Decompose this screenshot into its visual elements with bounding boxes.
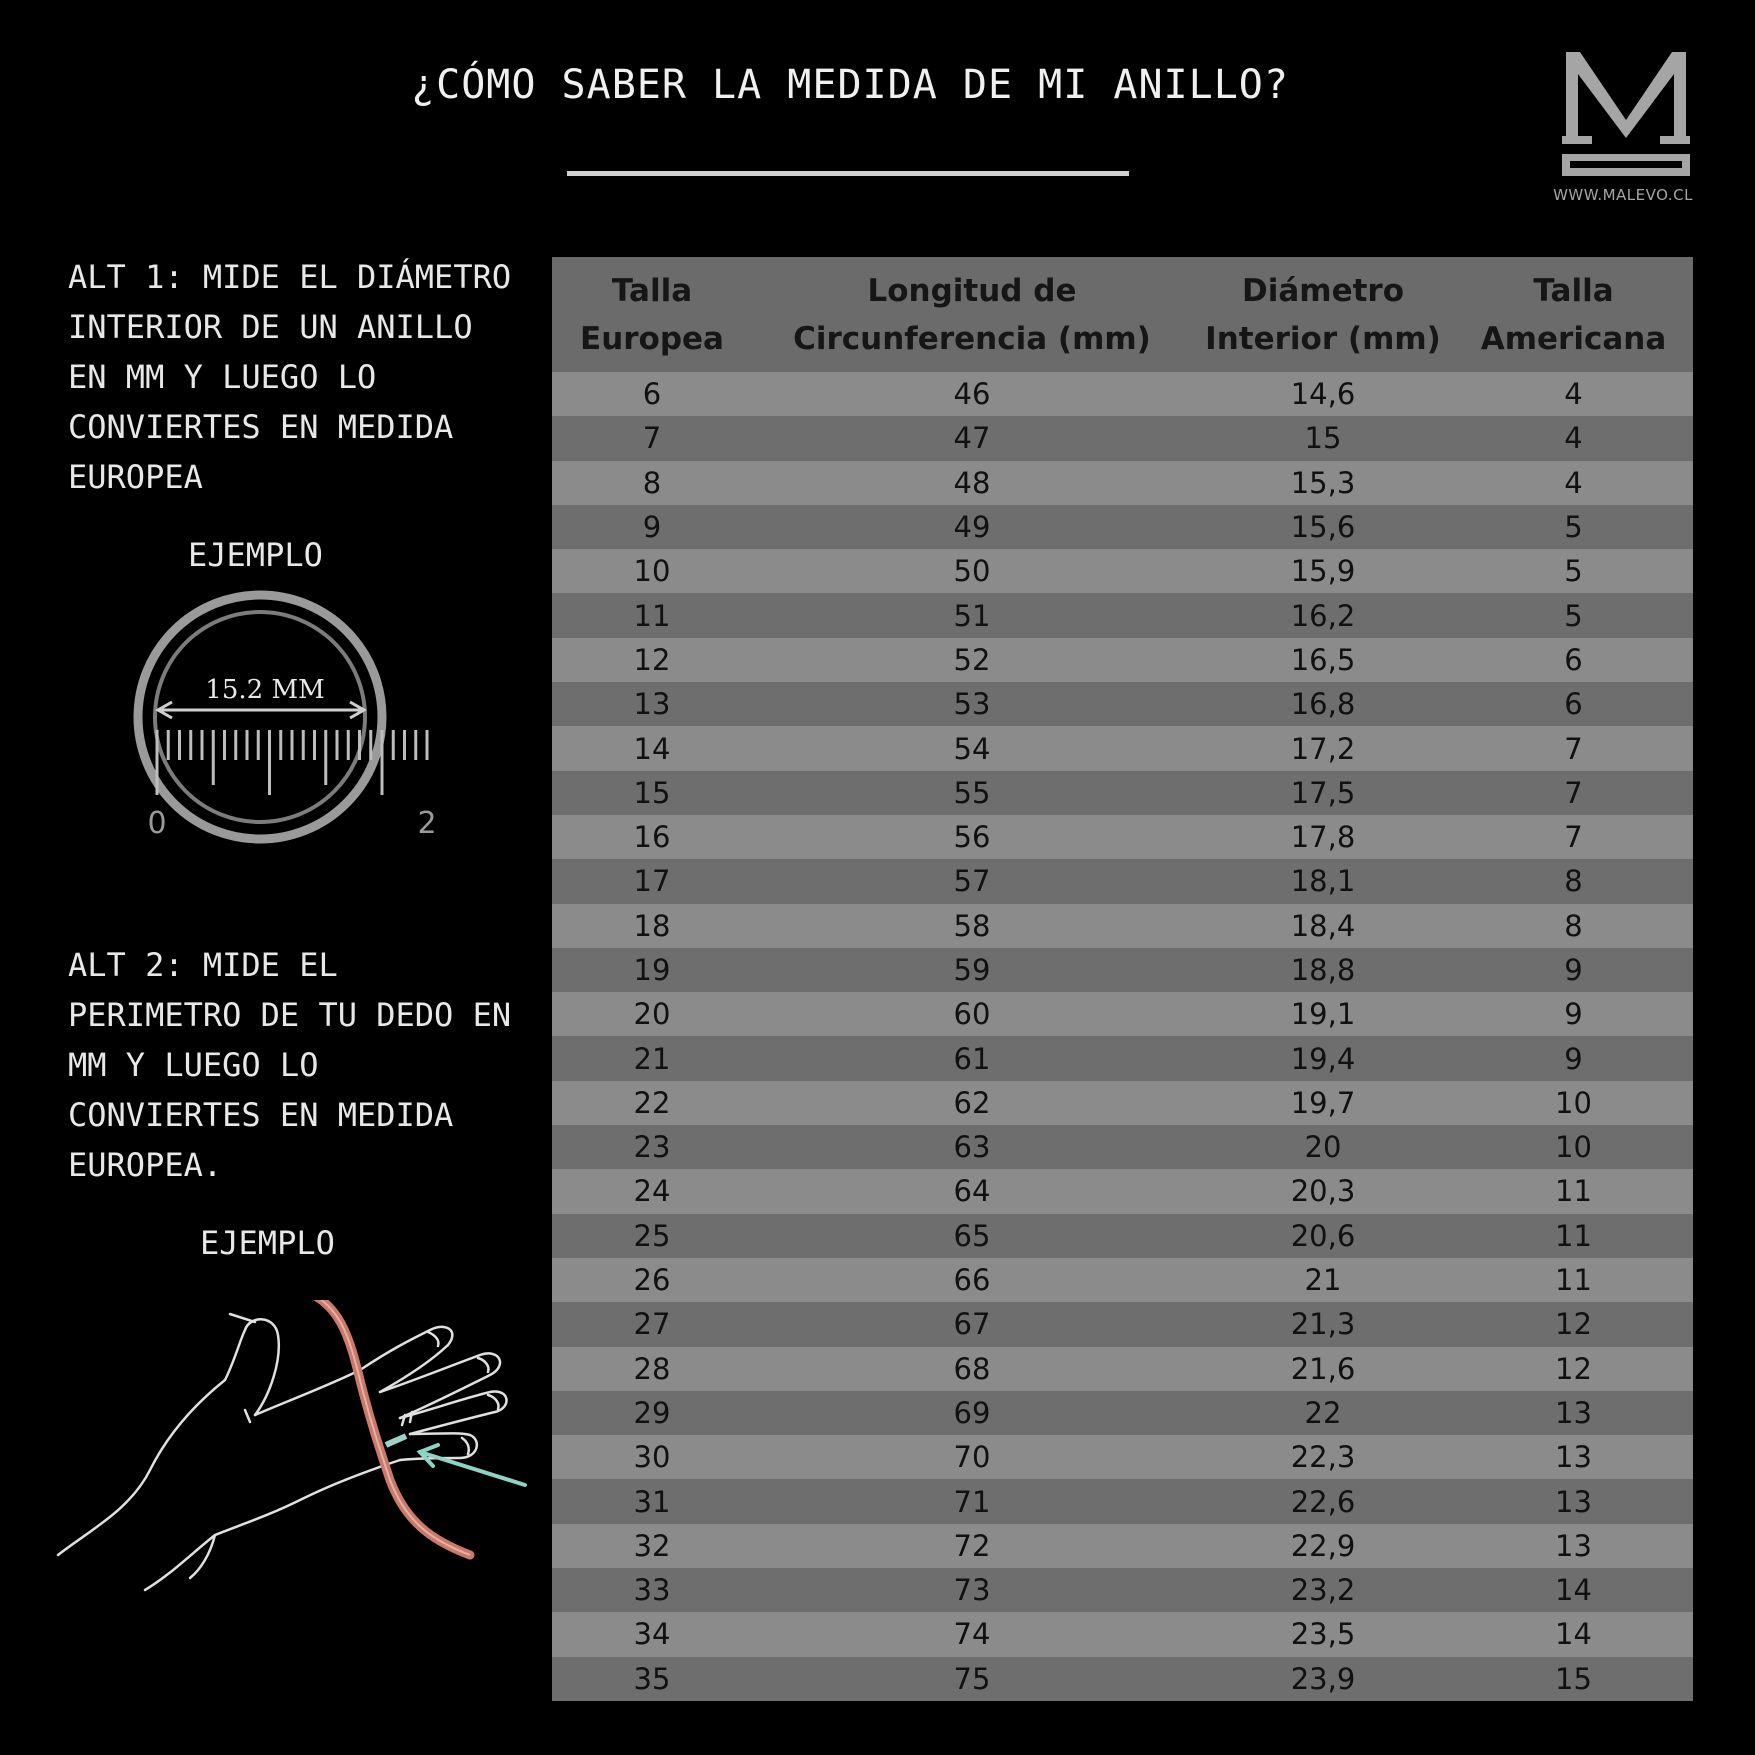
cell-talla-americana: 10 bbox=[1454, 1125, 1693, 1169]
header-talla-europea: Talla Europea bbox=[552, 257, 752, 372]
cell-talla-americana: 13 bbox=[1454, 1479, 1693, 1523]
table-row bbox=[552, 1214, 1693, 1258]
cell-circunferencia: 53 bbox=[752, 682, 1192, 726]
hand-measure-illustration bbox=[50, 1300, 540, 1660]
table-row bbox=[552, 859, 1693, 903]
table-row bbox=[552, 1125, 1693, 1169]
cell-circunferencia: 73 bbox=[752, 1568, 1192, 1612]
cell-talla-americana: 14 bbox=[1454, 1612, 1693, 1656]
scale-start-label: 0 bbox=[147, 806, 167, 841]
cell-diametro-interior: 20,6 bbox=[1192, 1214, 1454, 1258]
cell-talla-americana: 6 bbox=[1454, 638, 1693, 682]
ring-measure-illustration bbox=[120, 580, 450, 850]
table-row bbox=[552, 1657, 1693, 1701]
table-row bbox=[552, 992, 1693, 1036]
cell-circunferencia: 69 bbox=[752, 1391, 1192, 1435]
cell-diametro-interior: 20,3 bbox=[1192, 1169, 1454, 1213]
cell-circunferencia: 74 bbox=[752, 1612, 1192, 1656]
cell-circunferencia: 60 bbox=[752, 992, 1192, 1036]
table-row bbox=[552, 638, 1693, 682]
cell-diametro-interior: 22,6 bbox=[1192, 1479, 1454, 1523]
cell-diametro-interior: 23,9 bbox=[1192, 1657, 1454, 1701]
cell-circunferencia: 65 bbox=[752, 1214, 1192, 1258]
cell-talla-europea: 19 bbox=[552, 948, 752, 992]
table-row bbox=[552, 1479, 1693, 1523]
table-row bbox=[552, 726, 1693, 770]
cell-circunferencia: 50 bbox=[752, 549, 1192, 593]
cell-talla-europea: 20 bbox=[552, 992, 752, 1036]
cell-circunferencia: 47 bbox=[752, 416, 1192, 460]
cell-talla-europea: 17 bbox=[552, 859, 752, 903]
cell-circunferencia: 63 bbox=[752, 1125, 1192, 1169]
table-row bbox=[552, 1036, 1693, 1080]
cell-talla-americana: 6 bbox=[1454, 682, 1693, 726]
cell-talla-europea: 31 bbox=[552, 1479, 752, 1523]
cell-talla-americana: 5 bbox=[1454, 593, 1693, 637]
cell-circunferencia: 58 bbox=[752, 904, 1192, 948]
table-row bbox=[552, 1612, 1693, 1656]
cell-talla-europea: 9 bbox=[552, 505, 752, 549]
table-row bbox=[552, 1302, 1693, 1346]
cell-diametro-interior: 16,2 bbox=[1192, 593, 1454, 637]
cell-talla-americana: 11 bbox=[1454, 1214, 1693, 1258]
cell-diametro-interior: 19,1 bbox=[1192, 992, 1454, 1036]
cell-talla-europea: 25 bbox=[552, 1214, 752, 1258]
table-row bbox=[552, 815, 1693, 859]
cell-diametro-interior: 21,3 bbox=[1192, 1302, 1454, 1346]
cell-talla-americana: 12 bbox=[1454, 1302, 1693, 1346]
cell-talla-europea: 10 bbox=[552, 549, 752, 593]
cell-talla-americana: 4 bbox=[1454, 416, 1693, 460]
cell-talla-americana: 13 bbox=[1454, 1435, 1693, 1479]
cell-diametro-interior: 16,5 bbox=[1192, 638, 1454, 682]
alt2-example-label: EJEMPLO bbox=[200, 1224, 335, 1262]
cell-diametro-interior: 18,4 bbox=[1192, 904, 1454, 948]
cell-talla-europea: 7 bbox=[552, 416, 752, 460]
cell-circunferencia: 66 bbox=[752, 1258, 1192, 1302]
alt1-instructions: ALT 1: MIDE EL DIÁMETRO INTERIOR DE UN ANILLO EN MM Y LUEGO LO CONVIERTES EN MEDIDA EUROPEA bbox=[68, 258, 512, 496]
table-row bbox=[552, 416, 1693, 460]
cell-talla-americana: 5 bbox=[1454, 549, 1693, 593]
cell-circunferencia: 57 bbox=[752, 859, 1192, 903]
table-row bbox=[552, 505, 1693, 549]
cell-talla-europea: 26 bbox=[552, 1258, 752, 1302]
table-header-row bbox=[552, 257, 1693, 372]
cell-talla-americana: 9 bbox=[1454, 992, 1693, 1036]
cell-talla-americana: 5 bbox=[1454, 505, 1693, 549]
cell-diametro-interior: 22,9 bbox=[1192, 1524, 1454, 1568]
header-circunferencia: Longitud de Circunferencia (mm) bbox=[752, 257, 1192, 372]
cell-talla-americana: 8 bbox=[1454, 859, 1693, 903]
alt2-instructions: ALT 2: MIDE EL PERIMETRO DE TU DEDO EN MM Y LUEGO LO CONVIERTES EN MEDIDA EUROPEA. bbox=[68, 946, 512, 1184]
cell-talla-europea: 27 bbox=[552, 1302, 752, 1346]
table-row bbox=[552, 593, 1693, 637]
cell-talla-americana: 13 bbox=[1454, 1524, 1693, 1568]
header-talla-americana: Talla Americana bbox=[1454, 257, 1693, 372]
cell-talla-americana: 12 bbox=[1454, 1347, 1693, 1391]
cell-circunferencia: 71 bbox=[752, 1479, 1192, 1523]
cell-circunferencia: 70 bbox=[752, 1435, 1192, 1479]
cell-diametro-interior: 15,6 bbox=[1192, 505, 1454, 549]
alt1-example-label: EJEMPLO bbox=[188, 536, 323, 574]
cell-circunferencia: 48 bbox=[752, 461, 1192, 505]
cell-diametro-interior: 19,7 bbox=[1192, 1081, 1454, 1125]
cell-diametro-interior: 23,5 bbox=[1192, 1612, 1454, 1656]
cell-talla-europea: 35 bbox=[552, 1657, 752, 1701]
cell-circunferencia: 61 bbox=[752, 1036, 1192, 1080]
cell-diametro-interior: 23,2 bbox=[1192, 1568, 1454, 1612]
table-row bbox=[552, 682, 1693, 726]
cell-talla-americana: 11 bbox=[1454, 1169, 1693, 1213]
table-row bbox=[552, 904, 1693, 948]
cell-diametro-interior: 21 bbox=[1192, 1258, 1454, 1302]
table-row bbox=[552, 461, 1693, 505]
cell-circunferencia: 68 bbox=[752, 1347, 1192, 1391]
cell-talla-europea: 24 bbox=[552, 1169, 752, 1213]
cell-talla-europea: 12 bbox=[552, 638, 752, 682]
cell-diametro-interior: 18,8 bbox=[1192, 948, 1454, 992]
table-row bbox=[552, 1435, 1693, 1479]
cell-diametro-interior: 16,8 bbox=[1192, 682, 1454, 726]
cell-talla-europea: 28 bbox=[552, 1347, 752, 1391]
page-title: ¿CÓMO SABER LA MEDIDA DE MI ANILLO? bbox=[411, 62, 1289, 108]
cell-talla-europea: 32 bbox=[552, 1524, 752, 1568]
cell-circunferencia: 55 bbox=[752, 771, 1192, 815]
cell-diametro-interior: 17,2 bbox=[1192, 726, 1454, 770]
cell-talla-americana: 9 bbox=[1454, 1036, 1693, 1080]
cell-talla-europea: 21 bbox=[552, 1036, 752, 1080]
cell-talla-europea: 33 bbox=[552, 1568, 752, 1612]
cell-talla-americana: 4 bbox=[1454, 372, 1693, 416]
cell-diametro-interior: 19,4 bbox=[1192, 1036, 1454, 1080]
table-row bbox=[552, 1347, 1693, 1391]
cell-circunferencia: 56 bbox=[752, 815, 1192, 859]
table-row bbox=[552, 549, 1693, 593]
cell-talla-europea: 30 bbox=[552, 1435, 752, 1479]
cell-circunferencia: 67 bbox=[752, 1302, 1192, 1346]
table-row bbox=[552, 771, 1693, 815]
cell-diametro-interior: 21,6 bbox=[1192, 1347, 1454, 1391]
cell-talla-europea: 29 bbox=[552, 1391, 752, 1435]
title-divider bbox=[567, 171, 1129, 176]
cell-diametro-interior: 17,8 bbox=[1192, 815, 1454, 859]
cell-talla-americana: 9 bbox=[1454, 948, 1693, 992]
cell-talla-americana: 10 bbox=[1454, 1081, 1693, 1125]
cell-diametro-interior: 22 bbox=[1192, 1391, 1454, 1435]
cell-circunferencia: 49 bbox=[752, 505, 1192, 549]
table-row bbox=[552, 1169, 1693, 1213]
cell-talla-americana: 4 bbox=[1454, 461, 1693, 505]
table-row bbox=[552, 1081, 1693, 1125]
cell-talla-americana: 7 bbox=[1454, 815, 1693, 859]
header-diametro-interior: Diámetro Interior (mm) bbox=[1192, 257, 1454, 372]
cell-diametro-interior: 17,5 bbox=[1192, 771, 1454, 815]
cell-talla-europea: 8 bbox=[552, 461, 752, 505]
cell-talla-europea: 23 bbox=[552, 1125, 752, 1169]
cell-circunferencia: 46 bbox=[752, 372, 1192, 416]
cell-talla-americana: 13 bbox=[1454, 1391, 1693, 1435]
cell-talla-americana: 11 bbox=[1454, 1258, 1693, 1302]
cell-talla-americana: 15 bbox=[1454, 1657, 1693, 1701]
cell-diametro-interior: 20 bbox=[1192, 1125, 1454, 1169]
diameter-label: 15.2 MM bbox=[205, 675, 325, 705]
cell-talla-europea: 18 bbox=[552, 904, 752, 948]
scale-end-label: 2 bbox=[417, 806, 437, 841]
cell-talla-americana: 7 bbox=[1454, 771, 1693, 815]
cell-circunferencia: 59 bbox=[752, 948, 1192, 992]
cell-talla-europea: 6 bbox=[552, 372, 752, 416]
cell-talla-americana: 7 bbox=[1454, 726, 1693, 770]
ring-size-table bbox=[552, 257, 1693, 1701]
cell-circunferencia: 51 bbox=[752, 593, 1192, 637]
cell-talla-europea: 13 bbox=[552, 682, 752, 726]
cell-circunferencia: 52 bbox=[752, 638, 1192, 682]
cell-talla-europea: 34 bbox=[552, 1612, 752, 1656]
cell-talla-europea: 22 bbox=[552, 1081, 752, 1125]
logo-url: WWW.MALEVO.CL bbox=[1553, 186, 1693, 204]
cell-circunferencia: 62 bbox=[752, 1081, 1192, 1125]
cell-circunferencia: 75 bbox=[752, 1657, 1192, 1701]
cell-diametro-interior: 14,6 bbox=[1192, 372, 1454, 416]
cell-talla-europea: 14 bbox=[552, 726, 752, 770]
table-row bbox=[552, 1391, 1693, 1435]
table-row bbox=[552, 948, 1693, 992]
cell-talla-europea: 11 bbox=[552, 593, 752, 637]
cell-circunferencia: 72 bbox=[752, 1524, 1192, 1568]
cell-diametro-interior: 15,3 bbox=[1192, 461, 1454, 505]
table-row bbox=[552, 1258, 1693, 1302]
cell-diametro-interior: 15 bbox=[1192, 416, 1454, 460]
cell-diametro-interior: 15,9 bbox=[1192, 549, 1454, 593]
cell-circunferencia: 54 bbox=[752, 726, 1192, 770]
cell-circunferencia: 64 bbox=[752, 1169, 1192, 1213]
cell-talla-americana: 14 bbox=[1454, 1568, 1693, 1612]
table-row bbox=[552, 372, 1693, 416]
cell-talla-americana: 8 bbox=[1454, 904, 1693, 948]
table-row bbox=[552, 1568, 1693, 1612]
cell-talla-europea: 16 bbox=[552, 815, 752, 859]
table-row bbox=[552, 1524, 1693, 1568]
cell-diametro-interior: 18,1 bbox=[1192, 859, 1454, 903]
cell-diametro-interior: 22,3 bbox=[1192, 1435, 1454, 1479]
cell-talla-europea: 15 bbox=[552, 771, 752, 815]
